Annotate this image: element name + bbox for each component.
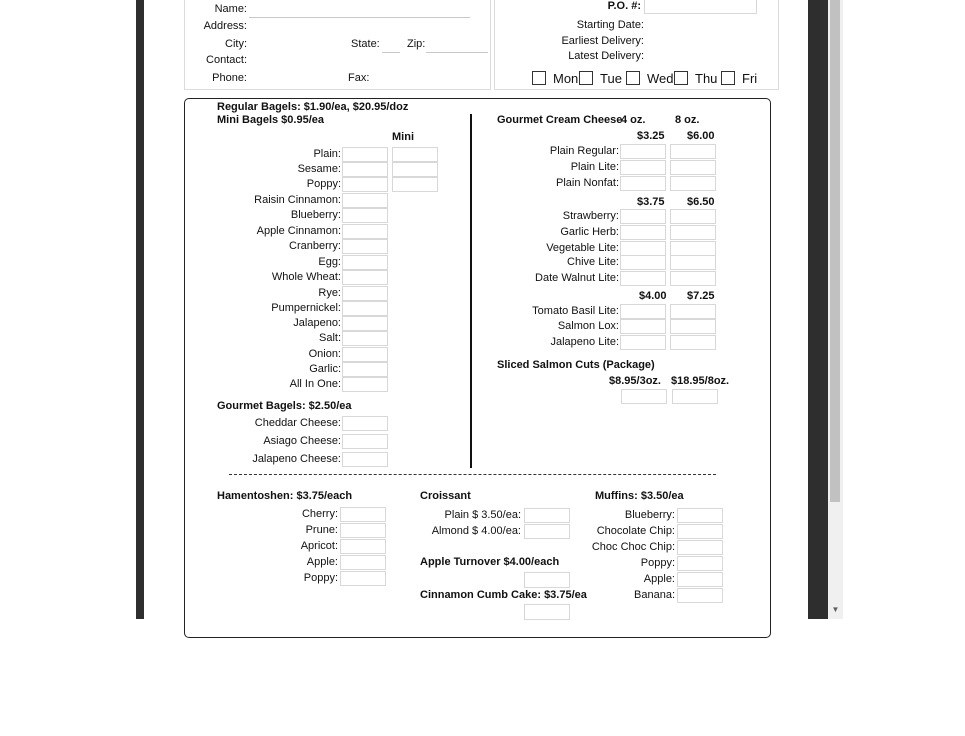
- hamentoshen-cherry-label: Cherry:: [301, 508, 338, 520]
- mini-column-header: Mini: [392, 131, 414, 143]
- cc-chive-lite-label: Chive Lite:: [567, 256, 619, 268]
- po-input[interactable]: [644, 0, 757, 14]
- croissant-plain-3-50-ea-label: Plain $ 3.50/ea:: [444, 509, 521, 521]
- hamentoshen-poppy-input[interactable]: [340, 571, 386, 586]
- cc-garlic-herb-input-2[interactable]: [670, 225, 716, 240]
- cc-date-walnut-lite-input-2[interactable]: [670, 271, 716, 286]
- day-checkbox-thu[interactable]: [674, 71, 688, 85]
- cream-cheese-4oz-header: 4 oz.: [621, 114, 646, 126]
- order-form-page: [144, 0, 808, 619]
- muffin-choc-choc-chip-input[interactable]: [677, 540, 723, 555]
- cc-group2-price-4oz: $3.75: [637, 196, 665, 208]
- muffin-apple-label: Apple:: [643, 573, 675, 585]
- phone-label: Phone:: [212, 72, 247, 84]
- bagel-rye-label: Rye:: [318, 287, 341, 299]
- gourmet-asiago-cheese-input[interactable]: [342, 434, 388, 449]
- section-separator: [229, 474, 716, 475]
- cc-date-walnut-lite-input-1[interactable]: [620, 271, 666, 286]
- bagel-sesame-label: Sesame:: [297, 163, 341, 175]
- bagel-pumpernickel-label: Pumpernickel:: [271, 302, 341, 314]
- cc-vegetable-lite-label: Vegetable Lite:: [546, 242, 619, 254]
- cc-plain-regular-label: Plain Regular:: [549, 145, 619, 157]
- bagel-whole-wheat-input[interactable]: [342, 270, 388, 285]
- cc-plain-nonfat-input-1[interactable]: [620, 176, 666, 191]
- cc-jalapeno-lite-input-1[interactable]: [620, 335, 666, 350]
- day-label-wed: Wed: [647, 71, 674, 86]
- bagel-garlic-label: Garlic:: [309, 363, 341, 375]
- vertical-scrollbar[interactable]: [828, 0, 843, 619]
- cc-group3-price-4oz: $4.00: [639, 290, 667, 302]
- day-label-tue: Tue: [600, 71, 622, 86]
- pdf-viewer: [136, 0, 843, 619]
- cc-tomato-basil-lite-input-1[interactable]: [620, 304, 666, 319]
- muffin-apple-input[interactable]: [677, 572, 723, 587]
- cc-strawberry-input-2[interactable]: [670, 209, 716, 224]
- cc-plain-regular-input-1[interactable]: [620, 144, 666, 159]
- day-checkbox-mon[interactable]: [532, 71, 546, 85]
- bagel-onion-input[interactable]: [342, 347, 388, 362]
- muffin-choc-choc-chip-label: Choc Choc Chip:: [591, 541, 675, 553]
- day-checkbox-wed[interactable]: [626, 71, 640, 85]
- cc-plain-lite-input-1[interactable]: [620, 160, 666, 175]
- bagel-onion-label: Onion:: [308, 348, 341, 360]
- muffin-blueberry-input[interactable]: [677, 508, 723, 523]
- bagel-all-in-one-label: All In One:: [289, 378, 341, 390]
- zip-label: Zip:: [407, 38, 426, 50]
- cc-garlic-herb-input-1[interactable]: [620, 225, 666, 240]
- bagel-jalapeno-label: Jalapeno:: [293, 317, 341, 329]
- hamentoshen-apple-label: Apple:: [306, 556, 338, 568]
- day-checkbox-fri[interactable]: [721, 71, 735, 85]
- hamentoshen-apricot-label: Apricot:: [300, 540, 338, 552]
- cinnamon-cake-title: Cinnamon Cumb Cake: $3.75/ea: [420, 589, 587, 601]
- bagel-plain-label: Plain:: [313, 148, 341, 160]
- hamentoshen-title: Hamentoshen: $3.75/each: [217, 490, 353, 502]
- fax-label: Fax:: [348, 72, 370, 84]
- cc-jalapeno-lite-input-2[interactable]: [670, 335, 716, 350]
- bagel-plain-input-1[interactable]: [342, 147, 388, 162]
- page-shadow-right: [808, 0, 828, 619]
- bagel-poppy-input-2[interactable]: [392, 177, 438, 192]
- gourmet-jalapeno-cheese-input[interactable]: [342, 452, 388, 467]
- croissant-title: Croissant: [420, 490, 471, 502]
- bagel-raisin-cinnamon-input[interactable]: [342, 193, 388, 208]
- hamentoshen-prune-label: Prune:: [305, 524, 338, 536]
- state-input-line[interactable]: [382, 52, 400, 53]
- address-label: Address:: [203, 20, 247, 32]
- mini-bagels-title: Mini Bagels $0.95/ea: [217, 114, 324, 126]
- salmon-title: Sliced Salmon Cuts (Package): [497, 359, 655, 371]
- cc-salmon-lox-input-2[interactable]: [670, 319, 716, 334]
- cream-cheese-8oz-header: 8 oz.: [675, 114, 700, 126]
- bagel-rye-input[interactable]: [342, 286, 388, 301]
- hamentoshen-poppy-label: Poppy:: [303, 572, 338, 584]
- gourmet-bagels-title: Gourmet Bagels: $2.50/ea: [217, 400, 352, 412]
- bagel-sesame-input-2[interactable]: [392, 162, 438, 177]
- bagel-pumpernickel-input[interactable]: [342, 301, 388, 316]
- muffin-chocolate-chip-input[interactable]: [677, 524, 723, 539]
- cinnamon-cake-input[interactable]: [524, 604, 570, 620]
- zip-input-line[interactable]: [426, 52, 488, 53]
- cc-chive-lite-input-1[interactable]: [620, 255, 666, 270]
- hamentoshen-apple-input[interactable]: [340, 555, 386, 570]
- bagel-egg-label: Egg:: [318, 256, 341, 268]
- gourmet-cheddar-cheese-input[interactable]: [342, 416, 388, 431]
- latest-delivery-label: Latest Delivery:: [568, 50, 644, 62]
- page-shadow-left: [136, 0, 144, 619]
- apple-turnover-title: Apple Turnover $4.00/each: [420, 556, 560, 568]
- cc-plain-nonfat-input-2[interactable]: [670, 176, 716, 191]
- cc-garlic-herb-label: Garlic Herb:: [560, 226, 619, 238]
- bagel-whole-wheat-label: Whole Wheat:: [271, 271, 341, 283]
- cc-vegetable-lite-input-1[interactable]: [620, 241, 666, 256]
- cc-group1-price-4oz: $3.25: [637, 130, 665, 142]
- regular-bagels-title: Regular Bagels: $1.90/ea, $20.95/doz: [217, 101, 409, 113]
- cc-strawberry-input-1[interactable]: [620, 209, 666, 224]
- starting-date-label: Starting Date:: [576, 19, 644, 31]
- name-label: Name:: [214, 3, 247, 15]
- gourmet-cheddar-cheese-label: Cheddar Cheese:: [254, 417, 341, 429]
- day-label-mon: Mon: [553, 71, 579, 86]
- bagel-garlic-input[interactable]: [342, 362, 388, 377]
- salmon-price-3oz: $8.95/3oz.: [609, 375, 661, 387]
- bagel-apple-cinnamon-label: Apple Cinnamon:: [256, 225, 341, 237]
- cc-plain-lite-input-2[interactable]: [670, 160, 716, 175]
- cc-group3-price-8oz: $7.25: [687, 290, 715, 302]
- state-label: State:: [351, 38, 380, 50]
- muffin-chocolate-chip-label: Chocolate Chip:: [596, 525, 675, 537]
- day-checkbox-tue[interactable]: [579, 71, 593, 85]
- muffin-banana-input[interactable]: [677, 588, 723, 603]
- cc-date-walnut-lite-label: Date Walnut Lite:: [535, 272, 619, 284]
- muffins-title: Muffins: $3.50/ea: [595, 490, 684, 502]
- salmon-3oz-input[interactable]: [621, 389, 667, 404]
- bagel-blueberry-input[interactable]: [342, 208, 388, 223]
- cc-plain-nonfat-label: Plain Nonfat:: [556, 177, 619, 189]
- bagel-poppy-label: Poppy:: [306, 178, 341, 190]
- cc-tomato-basil-lite-input-2[interactable]: [670, 304, 716, 319]
- cc-vegetable-lite-input-2[interactable]: [670, 241, 716, 256]
- bagel-sesame-input-1[interactable]: [342, 162, 388, 177]
- cc-strawberry-label: Strawberry:: [562, 210, 619, 222]
- gourmet-asiago-cheese-label: Asiago Cheese:: [263, 435, 341, 447]
- day-label-thu: Thu: [695, 71, 718, 86]
- cc-salmon-lox-input-1[interactable]: [620, 319, 666, 334]
- cc-group1-price-8oz: $6.00: [687, 130, 715, 142]
- cc-jalapeno-lite-label: Jalapeno Lite:: [550, 336, 619, 348]
- bagel-salt-label: Salt:: [318, 332, 341, 344]
- muffin-poppy-label: Poppy:: [640, 557, 675, 569]
- bagel-jalapeno-input[interactable]: [342, 316, 388, 331]
- po-label: P.O. #:: [607, 0, 641, 12]
- muffin-blueberry-label: Blueberry:: [624, 509, 675, 521]
- cream-cheese-title: Gourmet Cream Cheese: [497, 114, 623, 126]
- cc-group2-price-8oz: $6.50: [687, 196, 715, 208]
- cc-salmon-lox-label: Salmon Lox:: [557, 320, 619, 332]
- bagel-salt-input[interactable]: [342, 331, 388, 346]
- bagel-raisin-cinnamon-label: Raisin Cinnamon:: [254, 194, 341, 206]
- bagel-plain-input-2[interactable]: [392, 147, 438, 162]
- salmon-price-8oz: $18.95/8oz.: [671, 375, 730, 387]
- day-label-fri: Fri: [742, 71, 758, 86]
- bagel-all-in-one-input[interactable]: [342, 377, 388, 392]
- contact-label: Contact:: [206, 54, 247, 66]
- bagel-egg-input[interactable]: [342, 255, 388, 270]
- gourmet-jalapeno-cheese-label: Jalapeno Cheese:: [252, 453, 341, 465]
- hamentoshen-apricot-input[interactable]: [340, 539, 386, 554]
- bagel-blueberry-label: Blueberry:: [290, 209, 341, 221]
- scrollbar-thumb[interactable]: [830, 0, 840, 502]
- bagel-cranberry-label: Cranberry:: [289, 240, 341, 252]
- bagel-cranberry-input[interactable]: [342, 239, 388, 254]
- muffin-poppy-input[interactable]: [677, 556, 723, 571]
- cc-tomato-basil-lite-label: Tomato Basil Lite:: [532, 305, 619, 317]
- muffin-banana-label: Banana:: [634, 589, 675, 601]
- cc-plain-regular-input-2[interactable]: [670, 144, 716, 159]
- salmon-8oz-input[interactable]: [672, 389, 718, 404]
- bagel-poppy-input-1[interactable]: [342, 177, 388, 192]
- earliest-delivery-label: Earliest Delivery:: [561, 35, 644, 47]
- cc-plain-lite-label: Plain Lite:: [570, 161, 619, 173]
- city-label: City:: [225, 38, 247, 50]
- croissant-almond-4-00-ea-label: Almond $ 4.00/ea:: [431, 525, 521, 537]
- cc-chive-lite-input-2[interactable]: [670, 255, 716, 270]
- scroll-down-arrow-icon[interactable]: ▼: [831, 605, 840, 614]
- name-input-line[interactable]: [249, 17, 470, 18]
- bagel-apple-cinnamon-input[interactable]: [342, 224, 388, 239]
